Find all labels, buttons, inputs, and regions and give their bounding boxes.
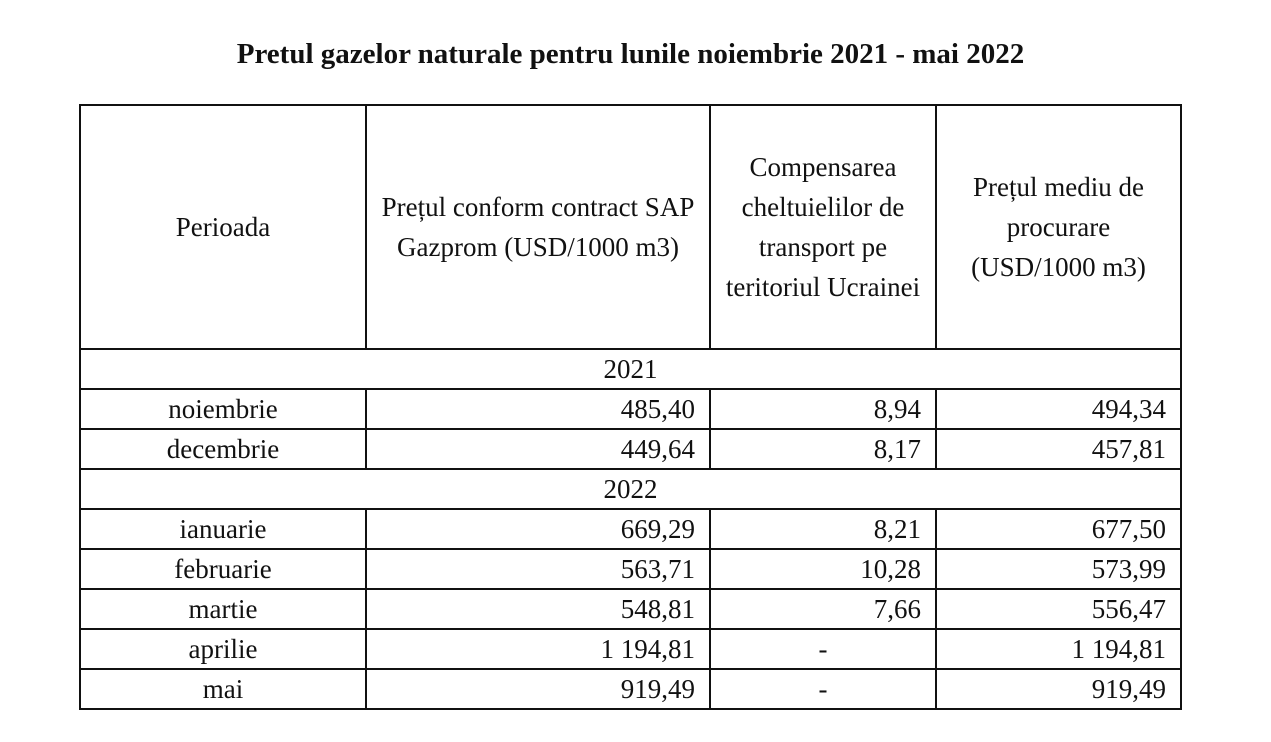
transport-cell: 7,66	[710, 589, 936, 629]
transport-cell: 8,17	[710, 429, 936, 469]
year-row-2022	[80, 469, 1181, 509]
period-cell: mai	[80, 669, 366, 709]
contract-price-cell: 669,29	[366, 509, 710, 549]
average-price-cell: 919,49	[936, 669, 1181, 709]
year-label: 2021	[80, 349, 1181, 389]
average-price-cell: 677,50	[936, 509, 1181, 549]
period-cell: ianuarie	[80, 509, 366, 549]
table-header-row	[80, 105, 1181, 349]
period-cell: noiembrie	[80, 389, 366, 429]
period-cell: februarie	[80, 549, 366, 589]
contract-price-cell: 485,40	[366, 389, 710, 429]
average-price-cell: 1 194,81	[936, 629, 1181, 669]
transport-cell: 8,94	[710, 389, 936, 429]
table-row	[80, 669, 1181, 709]
table-row	[80, 429, 1181, 469]
year-label: 2022	[80, 469, 1181, 509]
table-row	[80, 549, 1181, 589]
transport-cell: 8,21	[710, 509, 936, 549]
contract-price-cell: 919,49	[366, 669, 710, 709]
period-cell: martie	[80, 589, 366, 629]
transport-cell: -	[710, 669, 936, 709]
header-period: Perioada	[80, 105, 366, 349]
header-contract-price: Prețul conform contract SAP Gazprom (USD/1000 m3)	[366, 105, 710, 349]
header-transport-compensation: Compensarea cheltuielilor de transport pe teritoriul Ucrainei	[710, 105, 936, 349]
average-price-cell: 457,81	[936, 429, 1181, 469]
price-table	[79, 104, 1182, 710]
period-cell: aprilie	[80, 629, 366, 669]
table-row	[80, 589, 1181, 629]
table-row	[80, 629, 1181, 669]
contract-price-cell: 548,81	[366, 589, 710, 629]
header-average-price: Prețul mediu de procurare (USD/1000 m3)	[936, 105, 1181, 349]
average-price-cell: 573,99	[936, 549, 1181, 589]
average-price-cell: 494,34	[936, 389, 1181, 429]
table-row	[80, 509, 1181, 549]
contract-price-cell: 563,71	[366, 549, 710, 589]
year-row-2021	[80, 349, 1181, 389]
contract-price-cell: 1 194,81	[366, 629, 710, 669]
table-row	[80, 389, 1181, 429]
transport-cell: 10,28	[710, 549, 936, 589]
contract-price-cell: 449,64	[366, 429, 710, 469]
average-price-cell: 556,47	[936, 589, 1181, 629]
document-title: Pretul gazelor naturale pentru lunile noiembrie 2021 - mai 2022	[236, 38, 1025, 70]
period-cell: decembrie	[80, 429, 366, 469]
transport-cell: -	[710, 629, 936, 669]
